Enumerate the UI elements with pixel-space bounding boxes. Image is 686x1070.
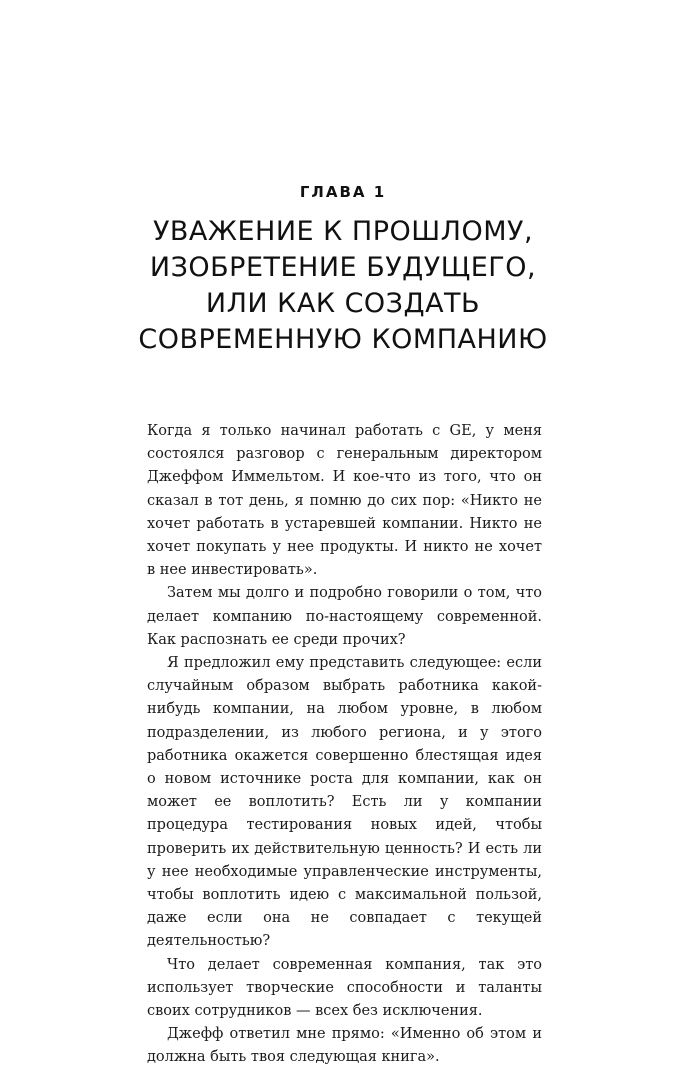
chapter-title-line: СОВРЕМЕННУЮ КОМПАНИЮ (138, 324, 548, 355)
chapter-label: ГЛАВА 1 (299, 183, 387, 201)
paragraph: Я предложил ему представить следующее: если случайным образом выбрать работника какой-нибудь компании, на любом уровне, в любом подразделении, из любого региона, и у этого работника окажется совершенно блестящая идея о новом источнике роста для компании, как он может ее воплотить? Есть ли у компании процедура тестирования новых идей, чтобы проверить их действительную ценность? И есть ли у нее необходимые управленческие инструменты, чтобы воплотить идею с максимальной пользой, даже если она не совпадает с текущей деятельностью? (147, 655, 542, 950)
chapter-title-line: ИЛИ КАК СОЗДАТЬ (205, 288, 481, 319)
paragraph: Затем мы долго и подробно говорили о том, что делает компанию по-настоящему современной. Как распознать ее среди прочих? (147, 585, 542, 648)
paragraph: Джефф ответил мне прямо: «Именно об этом и должна быть твоя следующая книга». (147, 1026, 542, 1066)
body-text (147, 420, 542, 1070)
paragraph: Что делает современная компания, так это использует творческие способности и таланты своих сотрудников — всех без исключения. (147, 956, 542, 1020)
chapter-title-line: ИЗОБРЕТЕНИЕ БУДУЩЕГО, (149, 252, 537, 283)
paragraph: Когда я только начинал работать с GE, у меня состоялся разговор с генеральным директором Джеффом Иммельтом. И кое-что из того, что он сказал в тот день, я помню до сих пор: «Никто не хочет работать в устаревшей компании. Никто не хочет покупать у нее продукты. И никто не хочет в нее инвестировать». (147, 423, 542, 579)
chapter-title-line: УВАЖЕНИЕ К ПРОШЛОМУ, (152, 216, 534, 247)
chapter-title (100, 214, 586, 358)
